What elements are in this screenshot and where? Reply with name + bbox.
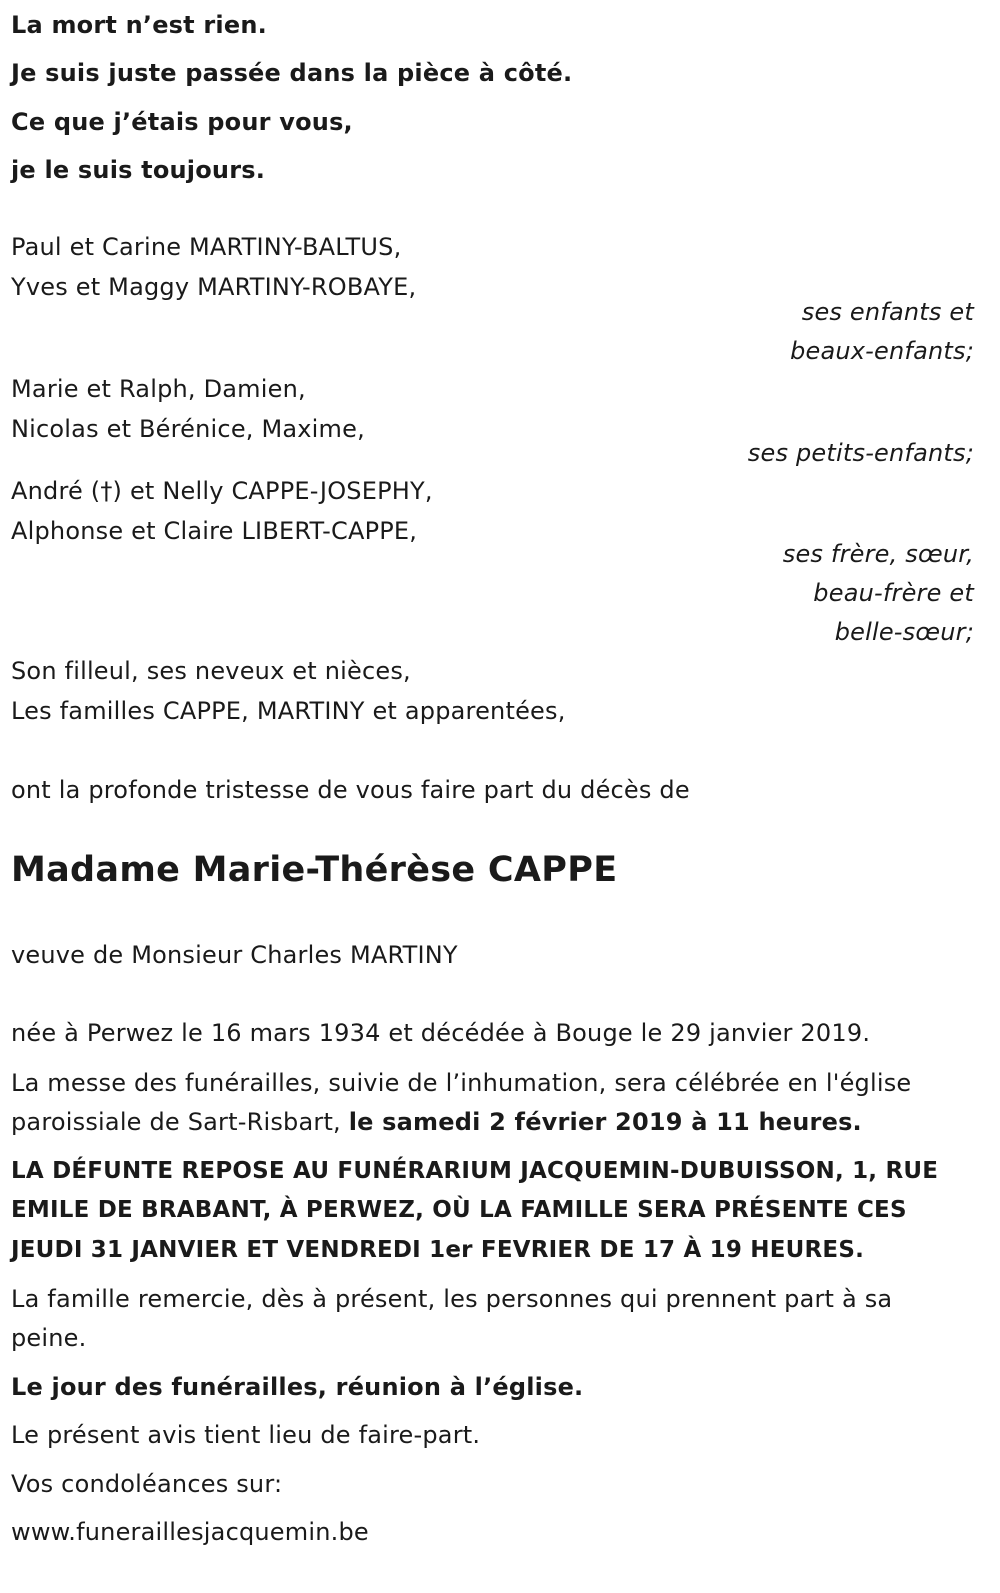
children-role-1: ses enfants et [801, 298, 974, 326]
deceased-name: Madame Marie-Thérèse CAPPE [11, 850, 618, 890]
announcement-text: ont la profonde tristesse de vous faire part du décès de [11, 776, 690, 804]
poem-line-1: La mort n’est rien. [11, 11, 267, 39]
siblings-line-2: Alphonse et Claire LIBERT-CAPPE, [11, 517, 418, 545]
mass-place: paroissiale de Sart-Risbart, [11, 1108, 349, 1136]
widow-of-text: veuve de Monsieur Charles MARTINY [11, 941, 458, 969]
poem-line-2: Je suis juste passée dans la pièce à côté. [11, 59, 573, 87]
notice-text: Le présent avis tient lieu de faire-part. [11, 1421, 481, 1449]
grandchildren-role: ses petits-enfants; [747, 439, 974, 467]
funerarium-line-3: JEUDI 31 JANVIER ET VENDREDI 1er FEVRIER DE 17 À 19 HEURES. [11, 1237, 865, 1263]
birth-death-text: née à Perwez le 16 mars 1934 et décédée à Bouge le 29 janvier 2019. [11, 1019, 871, 1047]
mass-line-1: La messe des funérailles, suivie de l’inhumation, sera célébrée en l'église [11, 1069, 912, 1097]
others-line-1: Son filleul, ses neveux et nièces, [11, 657, 411, 685]
condolences-label: Vos condoléances sur: [11, 1470, 283, 1498]
thanks-line-1: La famille remercie, dès à présent, les personnes qui prennent part à sa [11, 1285, 893, 1313]
siblings-role-1: ses frère, sœur, [782, 540, 974, 568]
funerarium-line-1: LA DÉFUNTE REPOSE AU FUNÉRARIUM JACQUEMIN-DUBUISSON, 1, RUE [11, 1158, 939, 1184]
siblings-role-2: beau-frère et [813, 579, 974, 607]
poem-line-3: Ce que j’étais pour vous, [11, 108, 353, 136]
funerarium-line-2: EMILE DE BRABANT, À PERWEZ, OÙ LA FAMILLE SERA PRÉSENTE CES [11, 1197, 907, 1223]
grandchildren-line-2: Nicolas et Bérénice, Maxime, [11, 415, 365, 443]
thanks-line-2: peine. [11, 1324, 87, 1352]
mass-line-2 [11, 1107, 862, 1137]
poem-line-4: je le suis toujours. [11, 156, 266, 184]
siblings-line-1: André (†) et Nelly CAPPE-JOSEPHY, [11, 477, 433, 505]
children-line-2: Yves et Maggy MARTINY-ROBAYE, [11, 273, 417, 301]
siblings-role-3: belle-sœur; [834, 618, 974, 646]
children-role-2: beaux-enfants; [790, 337, 974, 365]
grandchildren-line-1: Marie et Ralph, Damien, [11, 375, 306, 403]
children-line-1: Paul et Carine MARTINY-BALTUS, [11, 233, 402, 261]
meeting-text: Le jour des funérailles, réunion à l’église. [11, 1373, 584, 1401]
others-line-2: Les familles CAPPE, MARTINY et apparentées, [11, 697, 566, 725]
website-link[interactable]: www.funeraillesjacquemin.be [11, 1518, 369, 1546]
mass-date: le samedi 2 février 2019 à 11 heures. [348, 1108, 862, 1136]
